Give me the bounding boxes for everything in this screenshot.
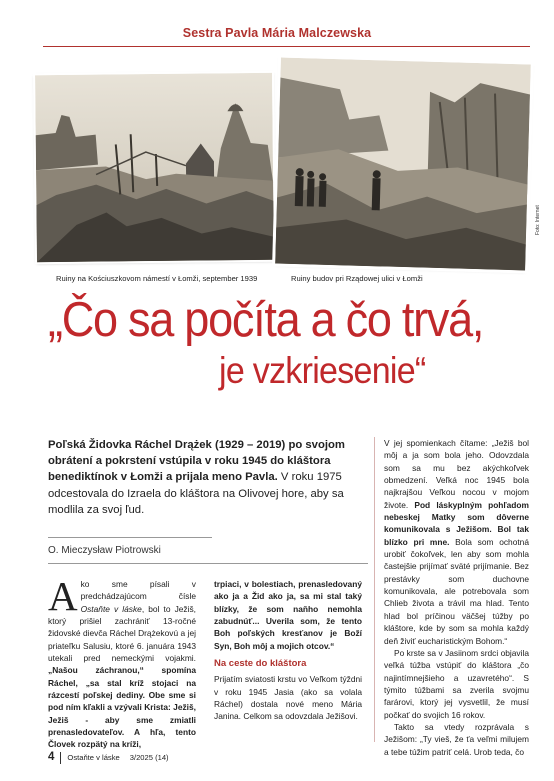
article-title-line2: je vzkriesenie“	[219, 350, 426, 391]
author-divider-bottom	[48, 563, 368, 564]
body-paragraph: Prijatím sviatosti krstu vo Veľkom týždni v roku 1945 Jasia (ako sa volala Ráchel) dostala nové meno Mária Janina. Celkom sa odovzdala Ježišovi.	[214, 674, 362, 722]
quote-bold: „Našou záchranou,“ spomína Ráchel, „sa stal kríž stojaci na rázcestí poľskej dediny. Obe sme si pod ním kľakli a vzývali Krista: Ježiš, Ježiš - aby sme zmiatli prenasledovateľov. A hľa, tento Človek rozpätý na kríži,	[48, 665, 196, 750]
body-column-3	[384, 437, 529, 758]
author-name: O. Mieczysław Piotrowski	[48, 545, 161, 556]
quote-bold: Pod láskyplným pohľadom nebeskej Matky som dôverne komunikovala s Ježišom. Bol tak blízko pri mne.	[384, 499, 529, 547]
ruins-photo-left	[35, 73, 274, 262]
section-kicker: Sestra Pavla Mária Malczewska	[182, 26, 372, 40]
magazine-name: Ostaňte v láske	[67, 753, 120, 762]
lead-normal: V roku 1975 odcestovala do Izraela do kláštora na Olivovej hore, aby sa modlila za svoj ľud.	[48, 471, 344, 516]
body-text: V jej spomienkach čítame: „Ježiš bol môj a ja som bola jeho. Odovzdala som sa mu bez akýchkoľvek obmedzení. Veľká noc 1945 bola najkrajšou Veľkou nocou v mojom živote.	[384, 438, 529, 510]
lead-paragraph	[48, 437, 368, 518]
section-subhead: Na ceste do kláštora	[214, 658, 307, 670]
page-number: 4	[48, 751, 55, 763]
page-footer	[48, 751, 169, 764]
body-column-1	[48, 573, 196, 751]
magazine-title-ref: Ostaňte v láske	[80, 603, 142, 614]
body-paragraph: Po krste sa v Jasiinom srdci objavila veľká túžba vstúpiť do kláštora „čo najintímnejšieho a uzavretého“. S týmito túžbami sa zverila svojmu farárovi, ktorý jej vysvetlil, že musí počkať do svojich 16 rokov.	[384, 647, 529, 720]
column-divider	[374, 437, 375, 742]
body-text: , bol to Ježiš, ktorý prišiel zachrániť 13-ročné židovské dievča Ráchel Drążekovú a jej priateľku Salusiu, ktoré 6. januára 1943 utekali pred nemeckými vojakmi.	[48, 603, 196, 664]
body-column-2	[214, 578, 362, 723]
photo-caption-right: Ruiny budov pri Rządowej ulici v Łomži	[291, 274, 423, 283]
quote-bold: trpiaci, v bolestiach, prenasledovaný ako ja a Žid ako ja, sa mi stal taký blízky, že som naňho nemohla zabudnúť... Uverila som, že tento Boh poľských kresťanov je Boží Syn, Boh môj a mojich otcov.“	[214, 579, 362, 651]
drop-cap: A	[48, 573, 78, 619]
header-rule	[43, 46, 530, 47]
issue-number: 3/2025 (14)	[129, 753, 169, 762]
footer-separator	[60, 752, 61, 764]
photo-credit: Foto: Internet	[535, 205, 541, 235]
body-paragraph: Takto sa vtedy rozprávala s Ježišom: „Ty vieš, že ťa veľmi milujem a tebe túžim patriť celá. Urob teda, čo	[384, 721, 529, 757]
body-text: ko sme písali v predchádzajúcom čísle	[80, 579, 196, 602]
body-text: Bola som ochotná urobiť čokoľvek, len aby som mohla častejšie prijímať sväté prijímanie. Bez prestávky som duchovne komunikovala, ale potrebovala som Chlieb života a trávil ma hlad. Tento hlad bol príčinou väčšej túžby po kláštore, kde by som sa mohla každý deň živiť eucharistickým Bohom.“	[384, 536, 529, 646]
ruins-photo-right	[275, 58, 531, 271]
article-title-line1: „Čo sa počíta a čo trvá,	[48, 293, 484, 347]
author-divider	[48, 537, 212, 538]
lead-bold: Poľská Židovka Ráchel Drążek (1929 – 2019) po svojom obrátení a pokrstení vstúpila v roku 1945 do kláštora benediktínok v Łomži a prijala meno Pavla.	[48, 439, 345, 484]
photo-caption-left: Ruiny na Kościuszkovom námestí v Łomži, september 1939	[56, 274, 258, 283]
